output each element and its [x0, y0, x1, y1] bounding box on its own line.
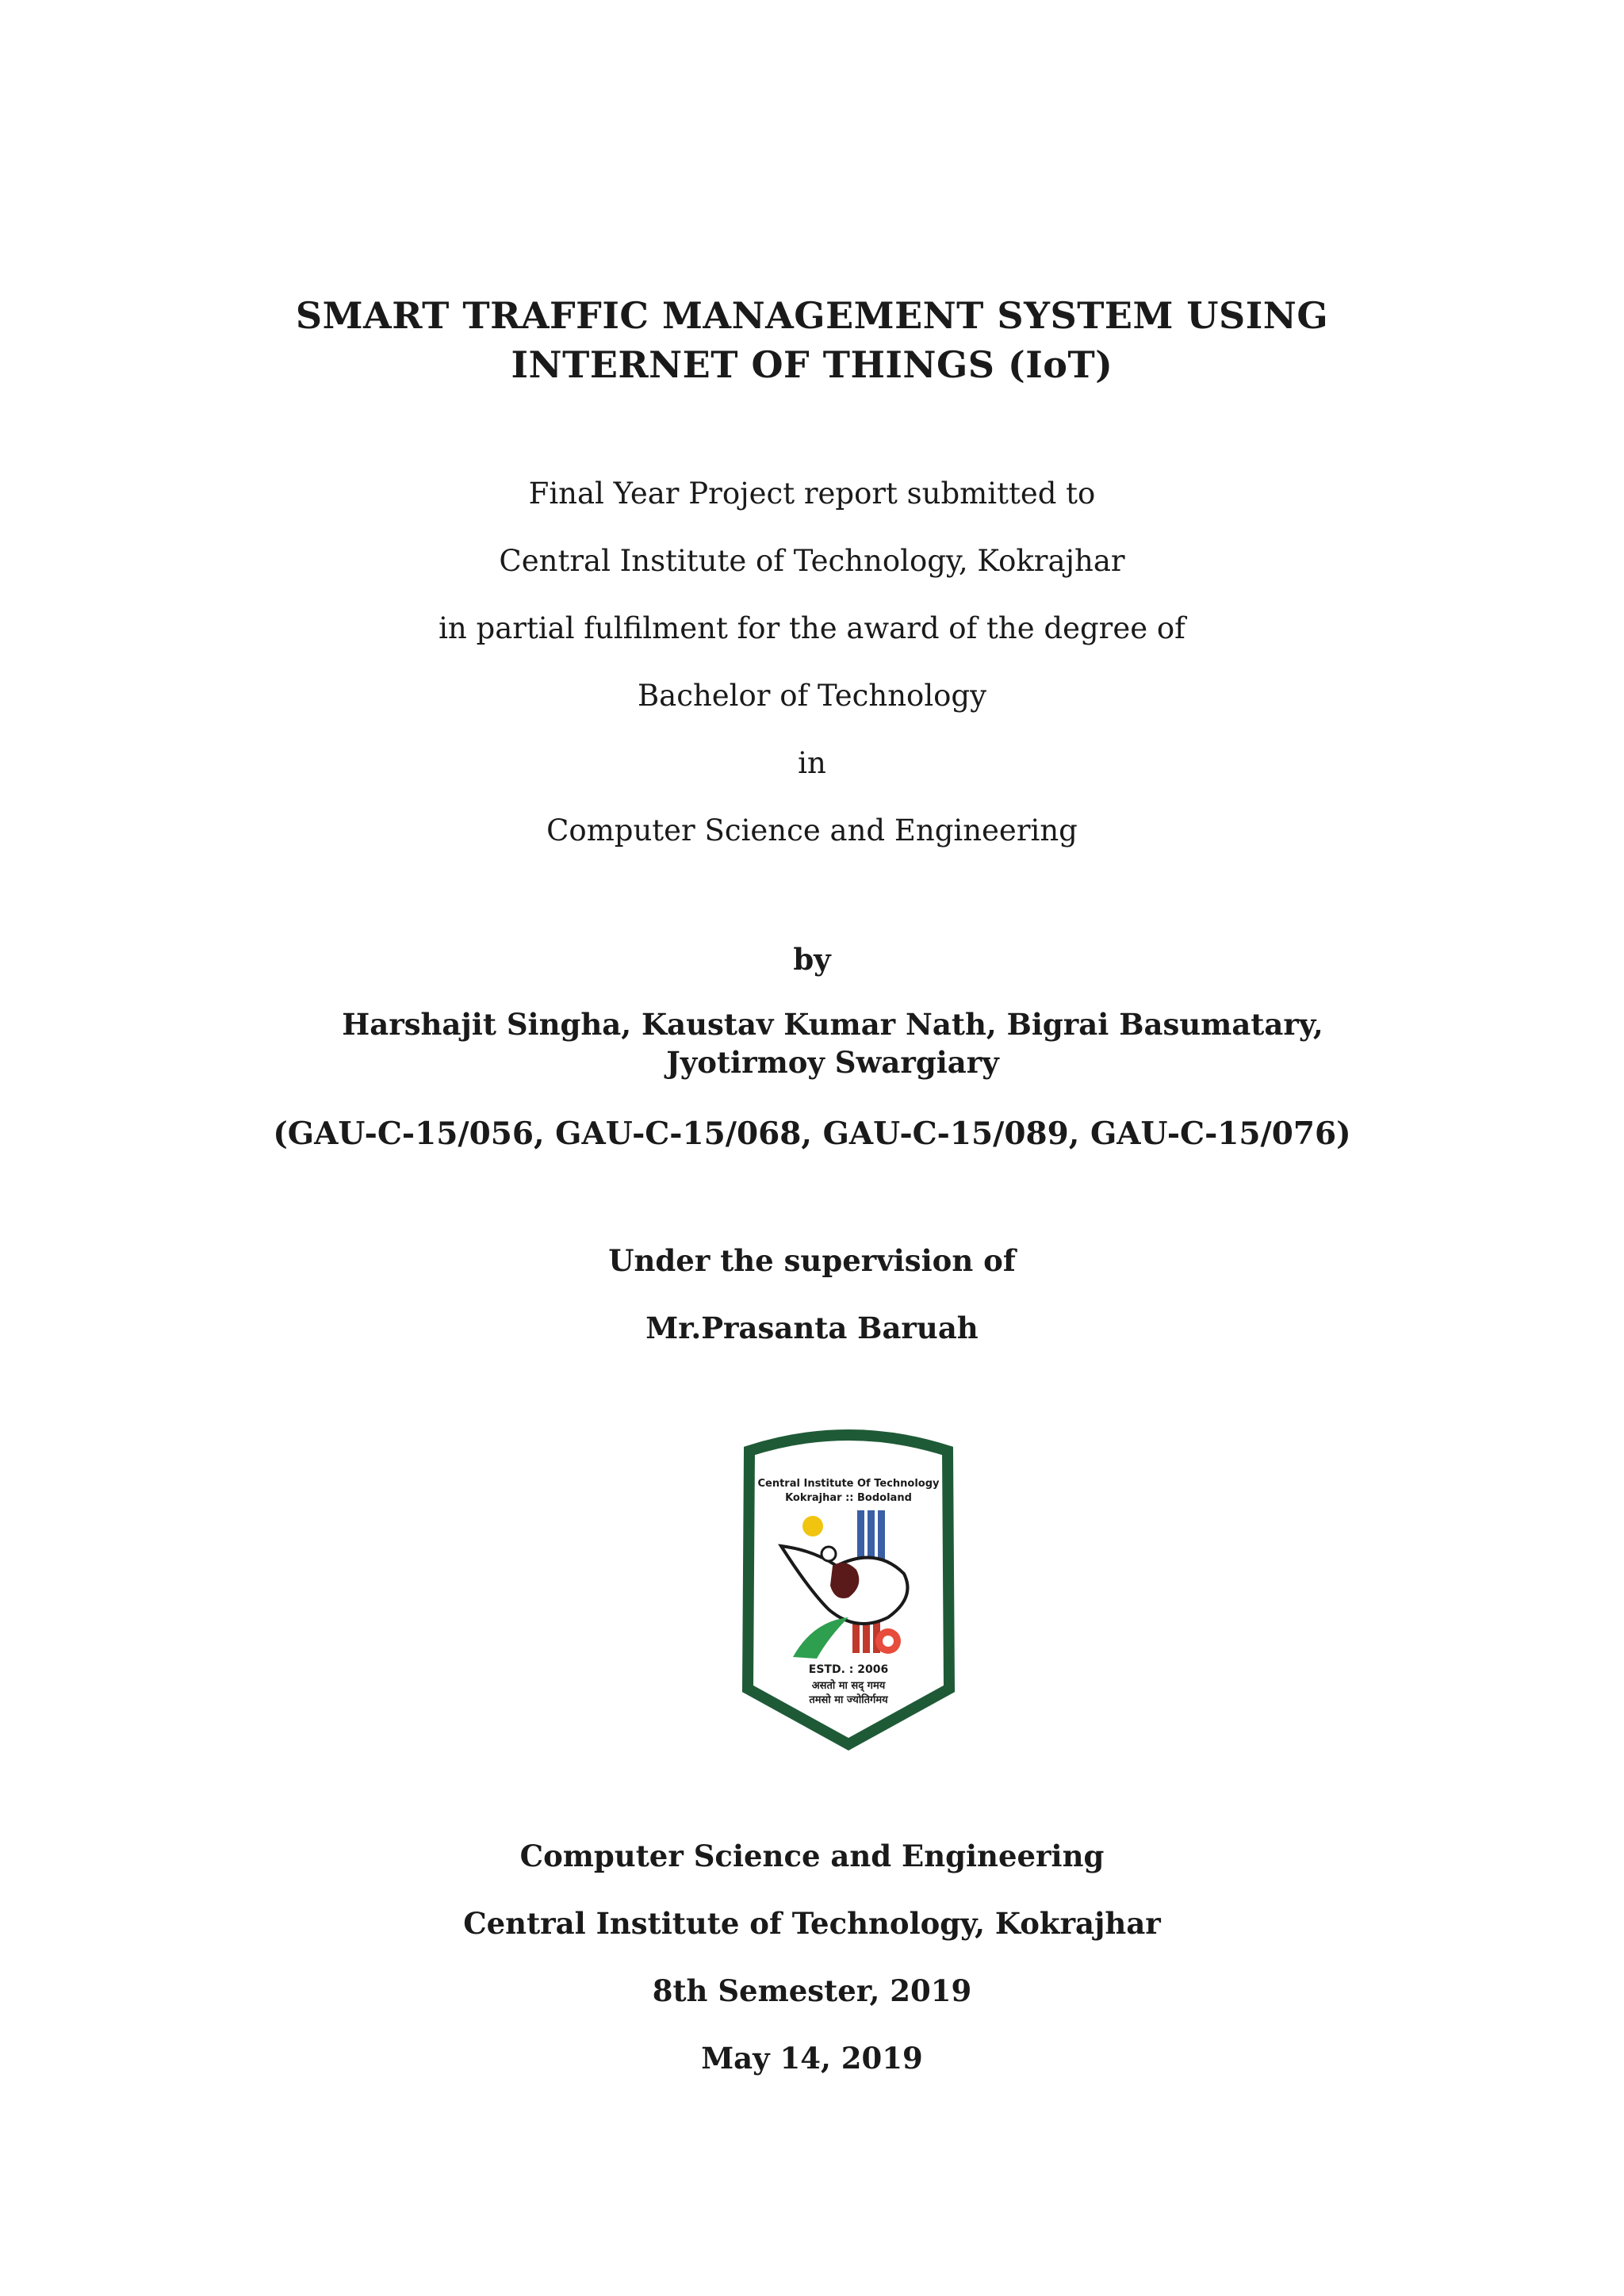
- footer-institute: Central Institute of Technology, Kokrajhar: [463, 1906, 1161, 1941]
- report-title-line-1: SMART TRAFFIC MANAGEMENT SYSTEM USING: [295, 294, 1329, 337]
- submission-line-3: in partial fulfilment for the award of the degree of: [439, 611, 1185, 645]
- footer-semester: 8th Semester, 2019: [652, 1973, 972, 2008]
- roll-numbers: (GAU-C-15/056, GAU-C-15/068, GAU-C-15/089, GAU-C-15/076): [273, 1115, 1351, 1152]
- report-title-line-2: INTERNET OF THINGS (IoT): [511, 343, 1113, 386]
- logo-motto-line-1: असतो मा सद् गमय: [811, 1680, 886, 1692]
- logo-established-text: ESTD. : 2006: [808, 1663, 889, 1676]
- degree-name: Bachelor of Technology: [637, 679, 987, 713]
- submission-line-1: Final Year Project report submitted to: [528, 476, 1096, 511]
- discipline-name: Computer Science and Engineering: [546, 813, 1078, 848]
- submission-line-2: Central Institute of Technology, Kokrajhar: [499, 544, 1125, 578]
- by-label: by: [793, 942, 831, 977]
- footer-date: May 14, 2019: [701, 2041, 923, 2076]
- logo-motto-line-2: तमसो मा ज्योतिर्गमय: [809, 1694, 888, 1706]
- author-names: Harshajit Singha, Kaustav Kumar Nath, Bigrai Basumatary, Jyotirmoy Swargiary: [342, 1007, 1323, 1080]
- logo-institute-text: Central Institute Of Technology: [757, 1478, 940, 1490]
- logo-sun-icon: [802, 1516, 823, 1536]
- supervisor-name: Mr.Prasanta Baruah: [645, 1311, 979, 1345]
- footer-department: Computer Science and Engineering: [519, 1839, 1105, 1873]
- supervision-label: Under the supervision of: [608, 1243, 1016, 1278]
- submission-in: in: [798, 746, 826, 780]
- institute-logo: [718, 1427, 979, 1752]
- logo-location-text: Kokrajhar :: Bodoland: [785, 1492, 912, 1504]
